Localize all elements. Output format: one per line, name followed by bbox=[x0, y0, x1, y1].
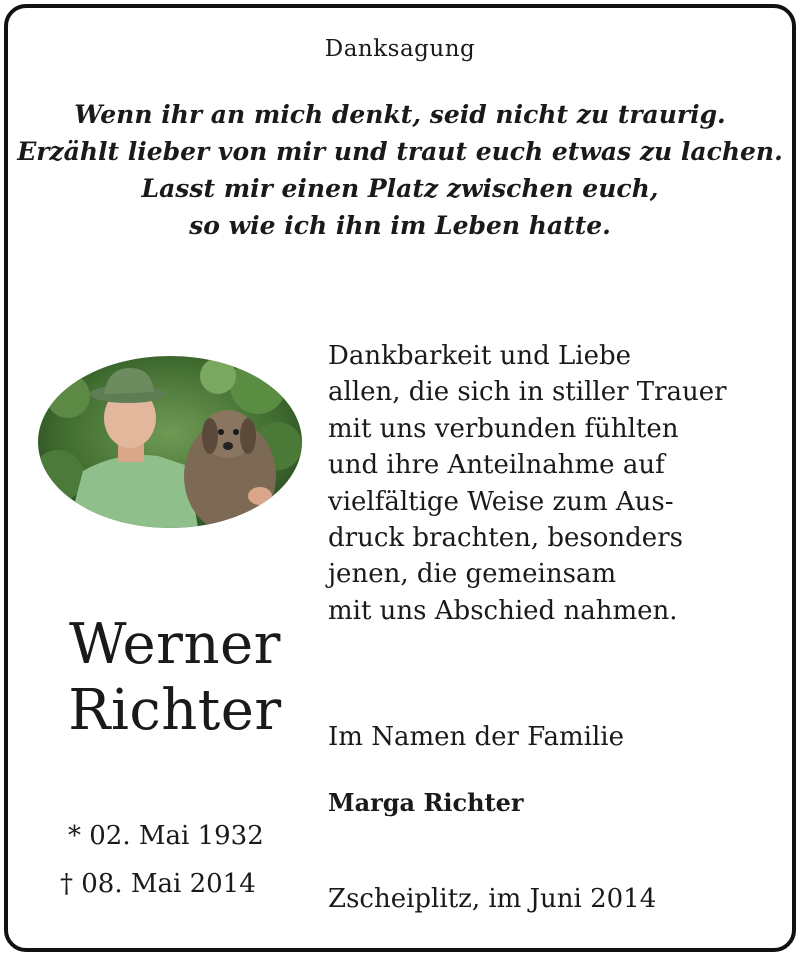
thanks-line: Dankbarkeit und Liebe bbox=[328, 341, 631, 371]
thanks-line: allen, die sich in stiller Trauer bbox=[328, 377, 727, 408]
thanks-line: druck brachten, besonders bbox=[328, 523, 683, 554]
deceased-name bbox=[40, 612, 310, 744]
quote-line: Wenn ihr an mich denkt, seid nicht zu traurig. bbox=[74, 100, 726, 129]
thanks-line: vielfältige Weise zum Aus- bbox=[328, 486, 674, 517]
thanks-line: mit uns Abschied nahmen. bbox=[328, 595, 678, 626]
place-date: Zscheiplitz, im Juni 2014 bbox=[328, 884, 657, 914]
birth-date: * 02. Mai 1932 bbox=[68, 821, 264, 851]
quote-line: Lasst mir einen Platz zwischen euch, bbox=[141, 174, 659, 203]
quote-line: Erzählt lieber von mir und traut euch etwas zu lachen. bbox=[17, 137, 783, 166]
death-date: † 08. Mai 2014 bbox=[60, 869, 256, 899]
deceased-first-name: Werner bbox=[69, 612, 281, 677]
memorial-quote bbox=[0, 96, 800, 244]
thanks-line: mit uns verbunden fühlten bbox=[328, 413, 679, 444]
life-dates bbox=[60, 812, 290, 908]
signer-name: Marga Richter bbox=[328, 788, 524, 817]
portrait-with-dog-photo bbox=[38, 356, 302, 528]
thanks-line: und ihre Anteilnahme auf bbox=[328, 450, 665, 481]
deceased-last-name: Richter bbox=[68, 678, 282, 743]
family-line: Im Namen der Familie bbox=[328, 722, 624, 752]
notice-heading: Danksagung bbox=[324, 36, 476, 62]
thanks-text bbox=[328, 338, 778, 629]
quote-line: so wie ich ihn im Leben hatte. bbox=[189, 211, 611, 240]
thanks-line: jenen, die gemeinsam bbox=[328, 559, 617, 590]
